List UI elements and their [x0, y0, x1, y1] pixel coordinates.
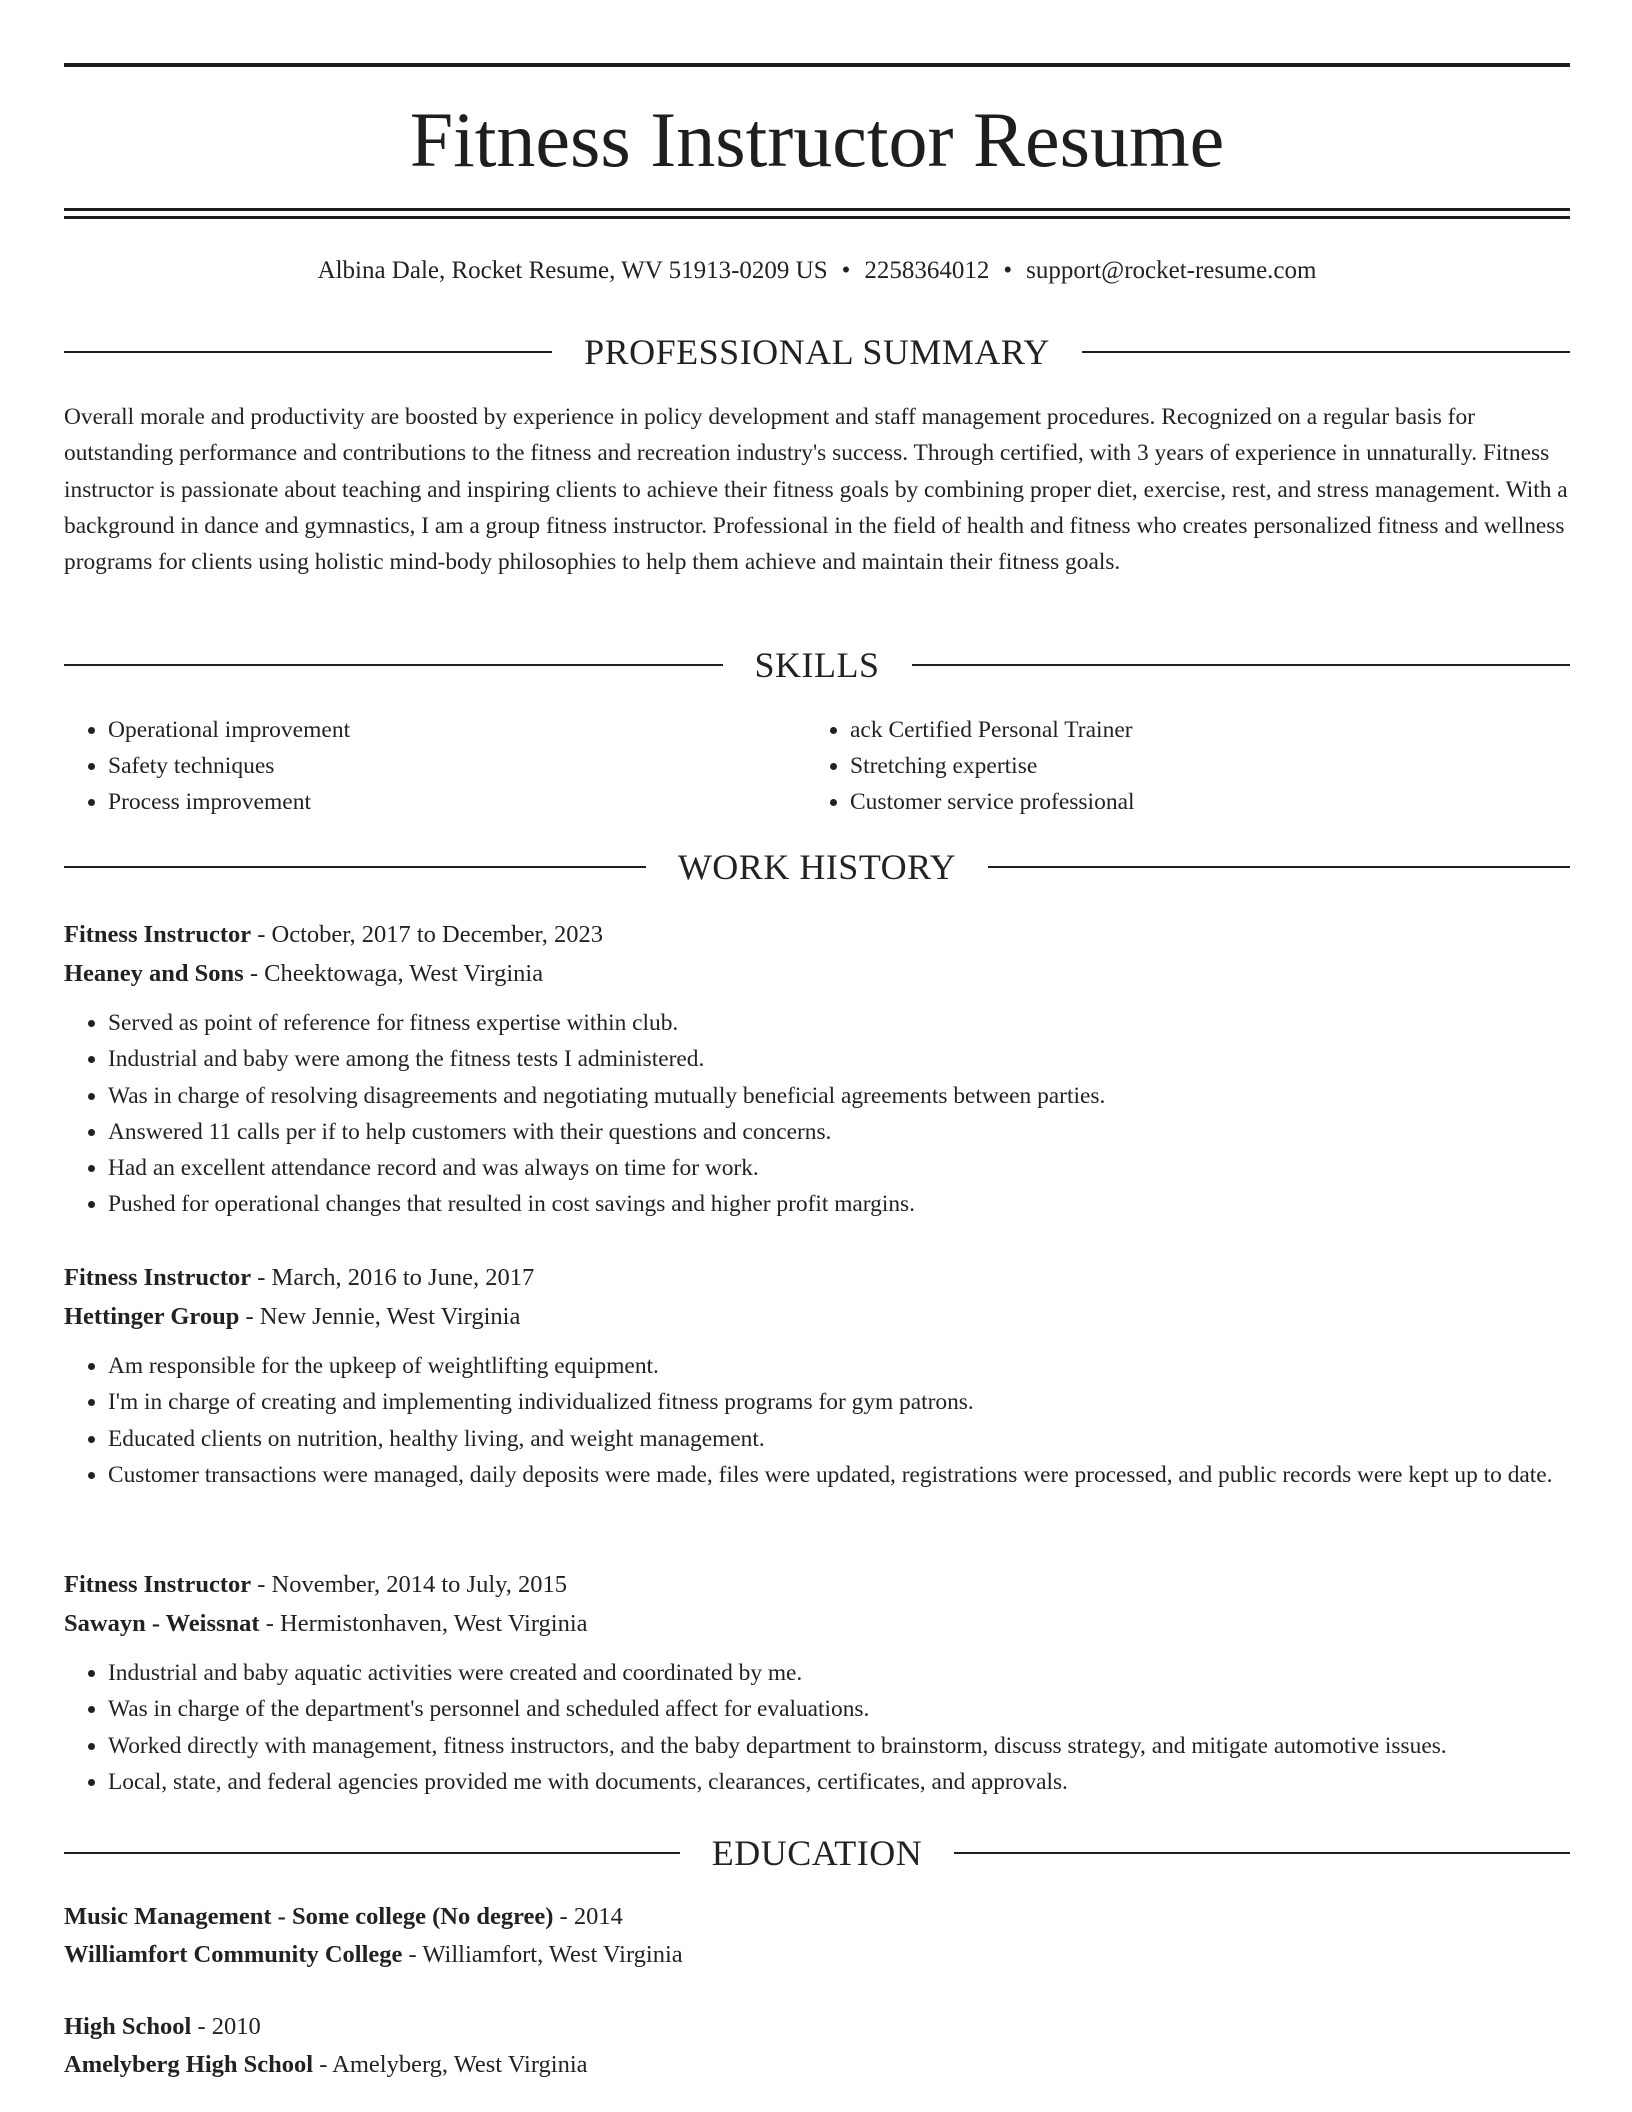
- job-entry: [64, 915, 1570, 1223]
- section-heading-summary: [64, 330, 1570, 374]
- job-location: - Hermistonhaven, West Virginia: [259, 1610, 588, 1637]
- education-location: - Williamfort, West Virginia: [402, 1941, 683, 1968]
- job-dates: - October, 2017 to December, 2023: [251, 921, 603, 948]
- skills-column-right: [806, 712, 1548, 820]
- section-heading-work-history: [64, 845, 1570, 889]
- job-dates: - November, 2014 to July, 2015: [251, 1571, 568, 1598]
- job-bullets: [64, 1005, 1570, 1223]
- education-year: - 2014: [553, 1903, 623, 1930]
- heading-rule-left: [64, 1852, 680, 1854]
- skills-column-left: [64, 712, 806, 820]
- job-location: - New Jennie, West Virginia: [239, 1303, 521, 1330]
- job-entry: [64, 1565, 1570, 1800]
- heading-rule-right: [954, 1852, 1570, 1854]
- header-double-rule-lower: [64, 216, 1570, 219]
- job-title-line: [64, 1565, 1570, 1604]
- education-entry: [64, 2008, 1570, 2084]
- job-bullets: [64, 1348, 1570, 1493]
- contact-address: Albina Dale, Rocket Resume, WV 51913-0209 US: [317, 257, 828, 284]
- job-company-line: [64, 1297, 1570, 1336]
- job-bullet: • Was in charge of resolving disagreements and negotiating mutually beneficial agreements between parties.: [108, 1078, 1570, 1114]
- section-heading-skills: [64, 643, 1570, 687]
- education-degree-line: [64, 2008, 1570, 2046]
- job-title: Fitness Instructor: [64, 921, 252, 948]
- job-bullet: • Had an excellent attendance record and was always on time for work.: [108, 1150, 1570, 1186]
- job-company-line: [64, 1604, 1570, 1643]
- contact-line: [64, 254, 1570, 288]
- job-bullets: [64, 1655, 1570, 1800]
- job-bullet: • Customer transactions were managed, daily deposits were made, files were updated, registrations were processed, and public records were kept up to date.: [108, 1457, 1570, 1493]
- education-school-line: [64, 2046, 1570, 2084]
- job-company: Heaney and Sons: [64, 960, 244, 987]
- section-title: EDUCATION: [711, 1833, 923, 1873]
- skill-item: • Customer service professional: [850, 784, 1548, 820]
- header-double-rule-upper: [64, 208, 1570, 211]
- job-title-line: [64, 915, 1570, 954]
- job-bullet: • Industrial and baby aquatic activities were created and coordinated by me.: [108, 1655, 1570, 1691]
- section-title: PROFESSIONAL SUMMARY: [584, 332, 1050, 372]
- skill-item: • ack Certified Personal Trainer: [850, 712, 1548, 748]
- education-entry: [64, 1898, 1570, 1974]
- section-heading-education: [64, 1831, 1570, 1875]
- job-bullet: • I'm in charge of creating and implementing individualized fitness programs for gym patrons.: [108, 1384, 1570, 1420]
- heading-rule-right: [988, 866, 1570, 868]
- job-bullet: • Pushed for operational changes that resulted in cost savings and higher profit margins.: [108, 1186, 1570, 1222]
- job-bullet: • Served as point of reference for fitness expertise within club.: [108, 1005, 1570, 1041]
- contact-separator: •: [841, 257, 851, 284]
- education-year: - 2010: [191, 2013, 261, 2040]
- job-company: Hettinger Group: [64, 1303, 240, 1330]
- skills-list: [64, 712, 1570, 820]
- education-school: Williamfort Community College: [64, 1941, 403, 1968]
- contact-phone: 2258364012: [864, 257, 990, 284]
- heading-rule-left: [64, 866, 646, 868]
- heading-rule-left: [64, 351, 552, 353]
- job-bullet: • Am responsible for the upkeep of weightlifting equipment.: [108, 1348, 1570, 1384]
- education-school: Amelyberg High School: [64, 2051, 314, 2078]
- resume-title: Fitness Instructor Resume: [409, 96, 1225, 183]
- skill-item: • Operational improvement: [108, 712, 806, 748]
- section-title: WORK HISTORY: [677, 847, 957, 887]
- summary-text: Overall morale and productivity are boosted by experience in policy development and staff management procedures. Recognized on a regular basis for outstanding performance and contributions to the fitness and recreation industry's success. Through certified, with 3 years of experience in unnaturally. Fitness instructor is passionate about teaching and inspiring clients to achieve their fitness goals by combining proper diet, exercise, rest, and stress management. With a background in dance and gymnastics, I am a group fitness instructor. Professional in the field of health and fitness who creates personalized fitness and wellness programs for clients using holistic mind-body philosophies to help them achieve and maintain their fitness goals.: [64, 404, 1568, 576]
- heading-rule-right: [912, 664, 1571, 666]
- job-company: Sawayn - Weissnat: [64, 1610, 260, 1637]
- job-bullet: • Answered 11 calls per if to help customers with their questions and concerns.: [108, 1114, 1570, 1150]
- job-location: - Cheektowaga, West Virginia: [243, 960, 544, 987]
- job-title: Fitness Instructor: [64, 1264, 252, 1291]
- job-dates: - March, 2016 to June, 2017: [251, 1264, 535, 1291]
- job-title-line: [64, 1258, 1570, 1297]
- heading-rule-right: [1082, 351, 1570, 353]
- contact-email: support@rocket-resume.com: [1026, 257, 1317, 284]
- job-company-line: [64, 954, 1570, 993]
- job-bullet: • Industrial and baby were among the fitness tests I administered.: [108, 1041, 1570, 1077]
- job-bullet: • Was in charge of the department's personnel and scheduled affect for evaluations.: [108, 1691, 1570, 1727]
- education-location: - Amelyberg, West Virginia: [313, 2051, 588, 2078]
- education-degree-line: [64, 1898, 1570, 1936]
- header-top-rule: [64, 63, 1570, 67]
- skill-item: • Safety techniques: [108, 748, 806, 784]
- job-bullet: • Worked directly with management, fitness instructors, and the baby department to brainstorm, discuss strategy, and mitigate automotive issues.: [108, 1728, 1570, 1764]
- job-entry: [64, 1258, 1570, 1493]
- job-title: Fitness Instructor: [64, 1571, 252, 1598]
- job-bullet: • Educated clients on nutrition, healthy living, and weight management.: [108, 1421, 1570, 1457]
- education-degree: Music Management - Some college (No degree): [64, 1903, 554, 1930]
- skill-item: • Process improvement: [108, 784, 806, 820]
- skill-item: • Stretching expertise: [850, 748, 1548, 784]
- job-bullet: • Local, state, and federal agencies provided me with documents, clearances, certificates, and approvals.: [108, 1764, 1570, 1800]
- contact-separator: •: [1003, 257, 1013, 284]
- section-title: SKILLS: [754, 645, 880, 685]
- heading-rule-left: [64, 664, 723, 666]
- education-school-line: [64, 1936, 1570, 1974]
- education-degree: High School: [64, 2013, 192, 2040]
